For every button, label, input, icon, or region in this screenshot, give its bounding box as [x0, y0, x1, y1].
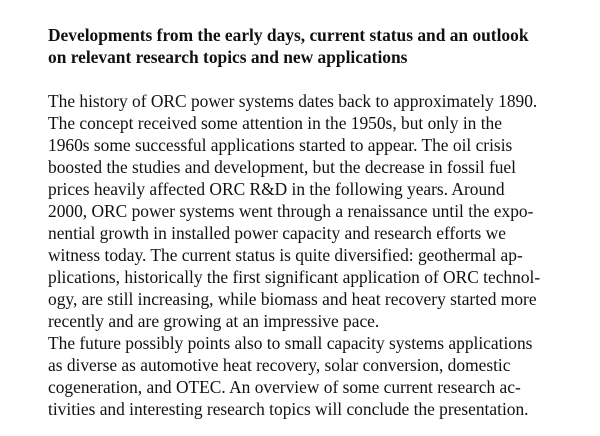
body-line: ogy, are still increasing, while biomass and heat recovery started more [48, 289, 537, 309]
body-line: recently and are growing at an impressive pace. [48, 311, 380, 331]
body-line: nential growth in installed power capacity and research efforts we [48, 223, 506, 243]
abstract-page [48, 24, 570, 420]
body-line: witness today. The current status is quite diversified: geothermal ap- [48, 245, 523, 265]
body-line: The history of ORC power systems dates back to approximately 1890. [48, 91, 538, 111]
body-line: tivities and interesting research topics will conclude the presentation. [48, 399, 529, 419]
body-line: The concept received some attention in the 1950s, but only in the [48, 113, 502, 133]
body-line: boosted the studies and development, but the decrease in fossil fuel [48, 157, 516, 177]
title-line: on relevant research topics and new applications [48, 47, 408, 67]
body-line: The future possibly points also to small capacity systems applications [48, 333, 533, 353]
body-line: as diverse as automotive heat recovery, solar conversion, domestic [48, 355, 511, 375]
body-line: 2000, ORC power systems went through a renaissance until the expo- [48, 201, 534, 221]
body-line: prices heavily affected ORC R&D in the following years. Around [48, 179, 505, 199]
body-line: cogeneration, and OTEC. An overview of some current research ac- [48, 377, 521, 397]
body-line: 1960s some successful applications started to appear. The oil crisis [48, 135, 513, 155]
abstract-body [48, 90, 570, 420]
abstract-title [48, 24, 570, 68]
title-line: Developments from the early days, current status and an outlook [48, 25, 529, 45]
body-line: plications, historically the first significant application of ORC technol- [48, 267, 541, 287]
